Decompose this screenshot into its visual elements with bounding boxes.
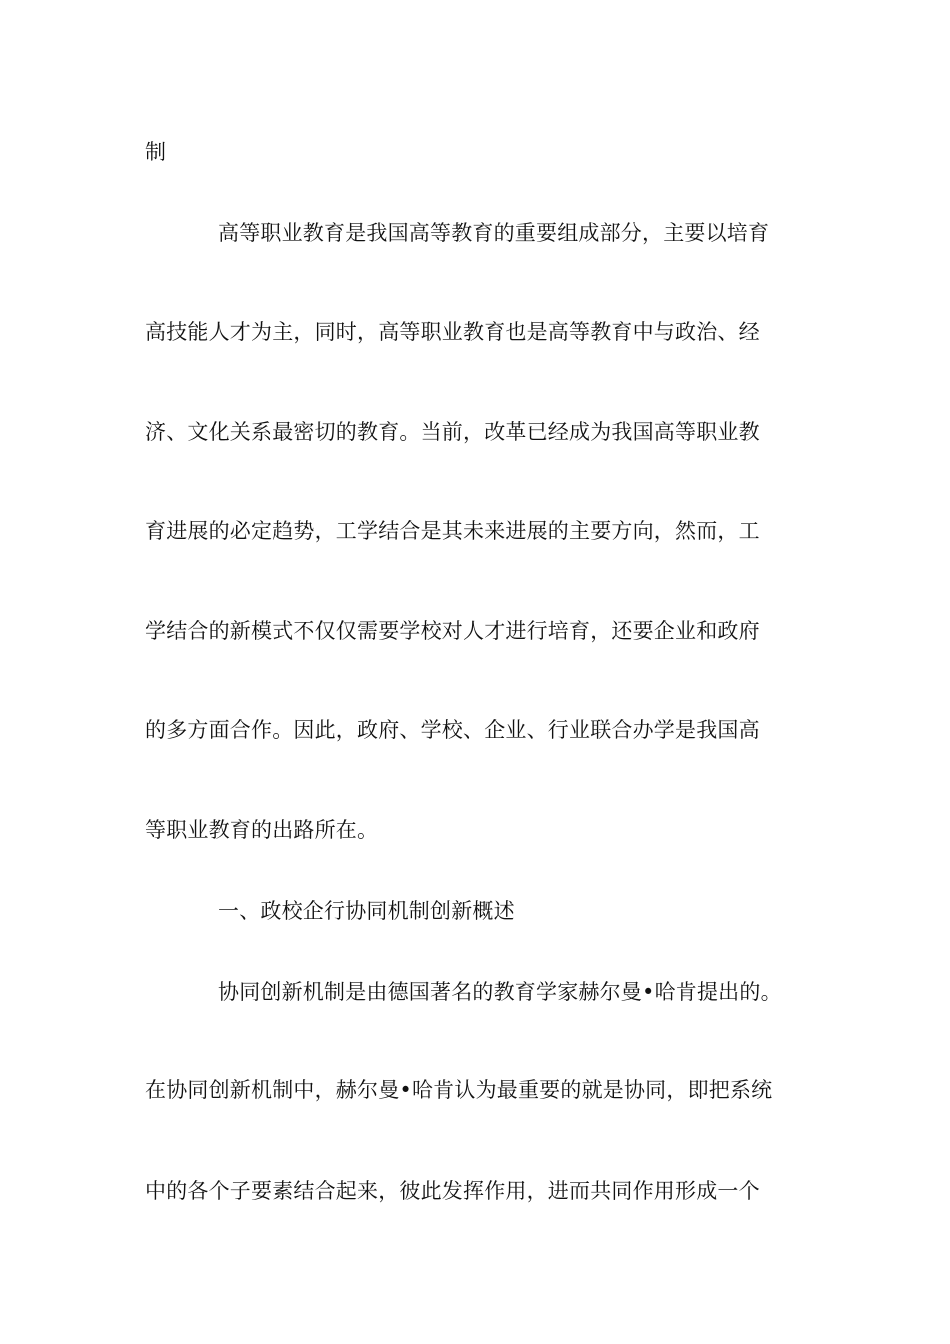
text-line: 育进展的必定趋势，工学结合是其未来进展的主要方向，然而，工: [145, 519, 760, 543]
text-line: 济、文化关系最密切的教育。当前，改革已经成为我国高等职业教: [145, 420, 760, 444]
text-line: 的多方面合作。因此，政府、学校、企业、行业联合办学是我国高: [145, 718, 760, 742]
text-line: 制: [145, 140, 167, 164]
section-heading: 一、政校企行协同机制创新概述: [218, 899, 515, 923]
text-line: 学结合的新模式不仅仅需要学校对人才进行培育，还要企业和政府: [145, 619, 760, 643]
text-line: 中的各个子要素结合起来，彼此发挥作用，进而共同作用形成一个: [145, 1179, 760, 1203]
text-line: 在协同创新机制中，赫尔曼•哈肯认为最重要的就是协同，即把系统: [145, 1078, 773, 1102]
text-line: 高技能人才为主，同时，高等职业教育也是高等教育中与政治、经: [145, 320, 760, 344]
paragraph-first-line: 高等职业教育是我国高等教育的重要组成部分，主要以培育: [218, 221, 770, 245]
paragraph-first-line: 协同创新机制是由德国著名的教育学家赫尔曼•哈肯提出的。: [218, 980, 782, 1004]
text-line: 等职业教育的出路所在。: [145, 818, 379, 842]
